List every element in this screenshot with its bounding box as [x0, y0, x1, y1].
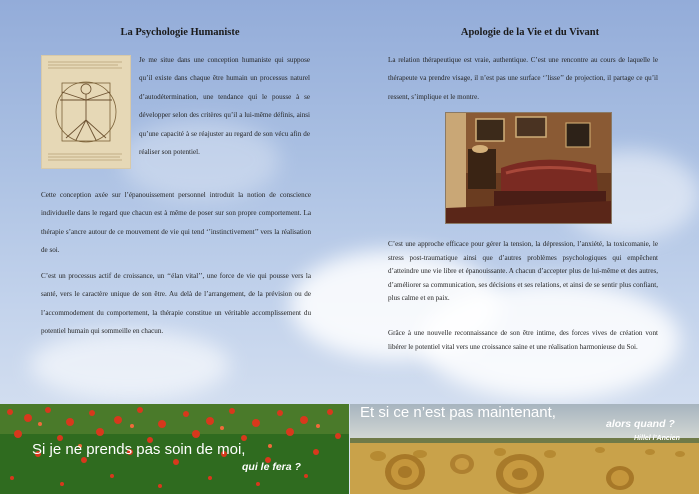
banner-right-attribution: Hillel l’Ancien	[634, 435, 680, 442]
left-paragraph-3: C’est un processus actif de croissance, un ‘‘élan vital’’, une force de vie qui pousse vers la santé, vers le caractère unique de son être. Au delà de l’arrangement, de la prévision ou de l’accommodement du comportement, la thérapie constitue un véritable accomplissement du potentiel humain qui sommeille en chacun.	[41, 272, 311, 336]
left-intro-text: Je me situe dans une conception humaniste qui suppose qu’il existe dans chaque être humain un processus naturel d’autodétermination, une tendance qui le pousse à se développer selon des critères qu’il a lui-même définis, ainsi qu’une capacité à se réajuster au regard de son vécu afin de réaliser son potentiel.	[139, 56, 310, 157]
therapy-room-image	[445, 112, 612, 224]
right-paragraph-1: La relation thérapeutique est vraie, authentique. C’est une rencontre au cours de laquelle le thérapeute va prendre visage, il n’est pas une surface ‘’lisse’’ de projection, il partage ce qu’il ressent, s’implique et le montre.	[388, 56, 658, 101]
banner-left-line2: qui le fera ?	[242, 461, 301, 473]
hay-bales-banner	[350, 404, 699, 494]
banner-right-line2: alors quand ?	[606, 418, 675, 430]
right-column	[350, 0, 699, 404]
poppy-banner	[0, 404, 349, 494]
left-paragraph-2: Cette conception axée sur l’épanouissement personnel introduit la notion de conscience individuelle dans le regard que chacun est à même de poser sur son propre comportement. La thérapie s’ancre autour de ce mouvement de vie qui tend ‘’instinctivement’’ vers la réalisation de soi.	[41, 191, 311, 255]
right-title: Apologie de la Vie et du Vivant	[460, 27, 600, 38]
therapy-room-photo	[446, 113, 611, 223]
vitruvian-man-image	[41, 55, 131, 169]
banner-right-line1: Et si ce n’est pas maintenant,	[360, 404, 556, 421]
right-paragraph-2: C’est une approche efficace pour gérer la tension, la dépression, l’anxiété, la toxicomanie, le stress post-traumatique ainsi que d’autres problèmes psychologiques qui empêchent d’atteindre une vie libre et épanouissante. A chacun d’accepter plus de lui-même et des autres, d’améliorer sa communication, ses décisions et ses relations, et ainsi de se sentir plus confiant, plus calme et en paix.	[388, 240, 658, 302]
left-column	[0, 0, 349, 404]
left-title: La Psychologie Humaniste	[120, 27, 240, 38]
vitruvian-drawing	[42, 56, 130, 168]
banner-left-line1: Si je ne prends pas soin de moi,	[32, 441, 246, 458]
right-paragraph-3: Grâce à une nouvelle reconnaissance de son être intime, des forces vives de création vont libérer le potentiel vital vers une croissance saine et une réalisation harmonieuse du Soi.	[388, 329, 658, 351]
